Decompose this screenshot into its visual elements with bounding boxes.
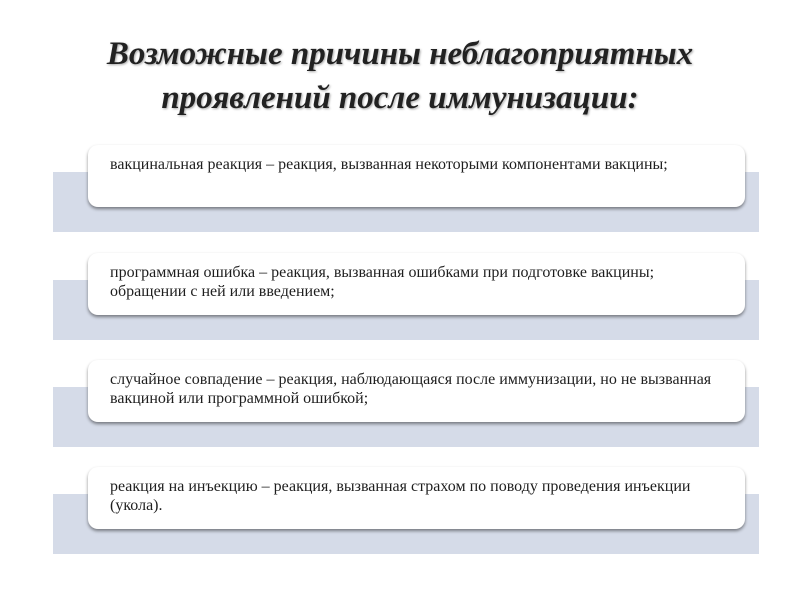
item-text-3: случайное совпадение – реакция, наблюдающаяся после иммунизации, но не вызванная вакциной или программной ошибкой; <box>110 371 712 407</box>
item-text-4: реакция на инъекцию – реакция, вызванная страхом по поводу проведения инъекции (укола). <box>110 478 691 514</box>
slide-title <box>0 32 800 120</box>
item-card-4 <box>88 467 745 529</box>
item-card-1 <box>88 145 745 207</box>
slide-title-line-1: Возможные причины неблагоприятных <box>106 36 694 72</box>
slide-title-line-2: проявлений после иммунизации: <box>161 80 639 116</box>
item-card-3 <box>88 360 745 422</box>
item-text-2: программная ошибка – реакция, вызванная ошибками при подготовке вакцины; обращении с ней или введением; <box>110 264 655 300</box>
item-text-1: вакцинальная реакция – реакция, вызванная некоторыми компонентами вакцины; <box>110 156 668 173</box>
item-card-2 <box>88 253 745 315</box>
